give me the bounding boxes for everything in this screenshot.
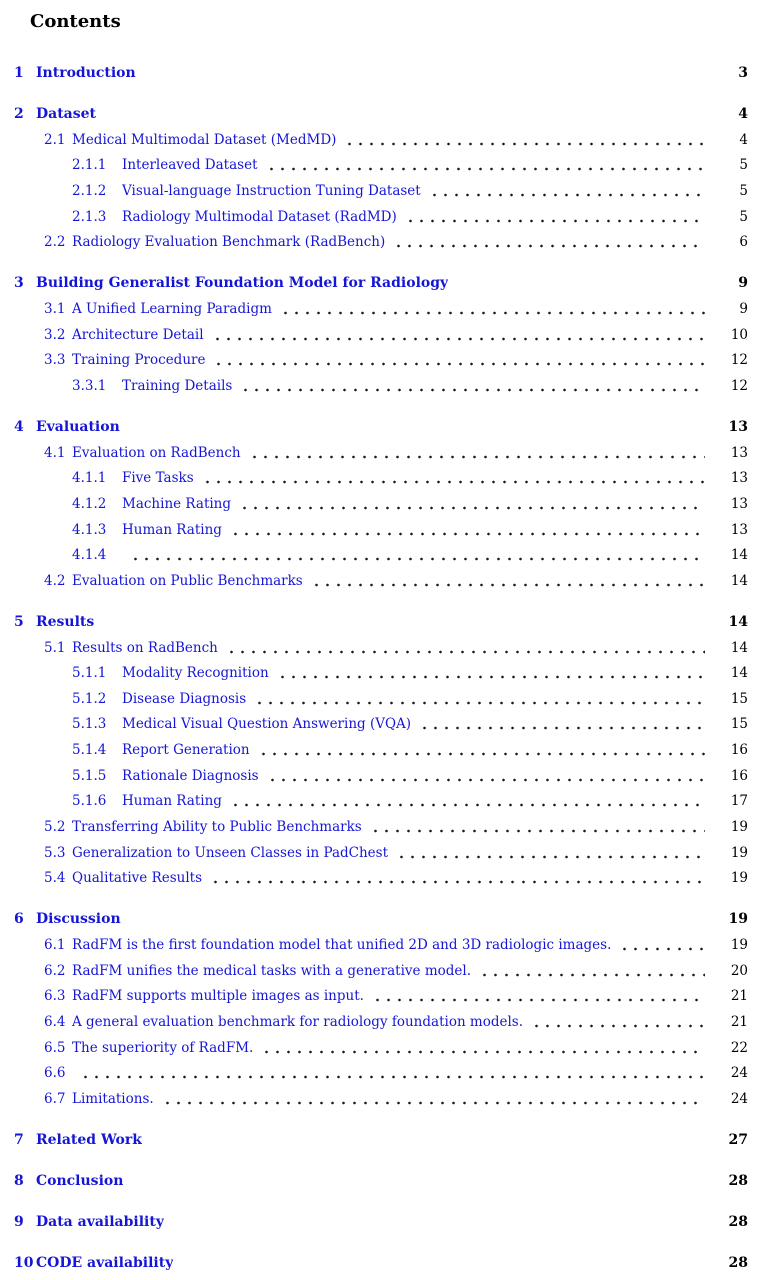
toc-entry (14, 1015, 748, 1030)
toc-entry-link[interactable] (44, 1015, 523, 1030)
toc-entry-page: 3 (738, 65, 748, 81)
dot-leader (102, 107, 705, 122)
toc-entry-title: Introduction (36, 66, 136, 81)
toc-entry-number: 3.1 (44, 300, 66, 317)
toc-entry-number: 9 (14, 1214, 24, 1230)
toc-entry-number: 5.4 (44, 870, 66, 887)
toc-entry-title: Results (36, 614, 95, 630)
toc-entry-number: 4 (14, 418, 24, 435)
toc-entry-number: 7 (14, 1132, 24, 1148)
toc-entry-number: 4.1.1 (72, 470, 107, 487)
toc-entry-title: CODE availability (36, 1256, 174, 1271)
toc-entry-number: 6.1 (44, 937, 66, 954)
toc-entry (14, 574, 748, 589)
toc-entry-page: 22 (730, 1039, 748, 1056)
toc-entry-number: 2.1.2 (72, 182, 107, 199)
dot-leader (228, 523, 705, 538)
dot-leader (259, 1041, 705, 1056)
toc-entry-link[interactable] (44, 1066, 72, 1081)
toc-entry-title: Radiology Multimodal Dataset (RadMD) (122, 209, 397, 225)
toc-entry (14, 235, 748, 250)
toc-entry-title: Dataset (36, 107, 97, 122)
toc-entry (14, 379, 748, 394)
toc-entry-title: Human Rating (122, 794, 222, 810)
dot-leader (265, 769, 705, 784)
toc-entry (14, 328, 748, 343)
toc-entry (14, 820, 748, 835)
toc-entry-page: 13 (730, 444, 748, 461)
toc-entry-number: 6.2 (44, 962, 66, 979)
toc-entry-link[interactable] (72, 743, 250, 758)
toc-entry-number: 4.1 (44, 444, 66, 461)
toc-entry-link[interactable] (44, 1041, 253, 1056)
toc-entry-number: 5.1.3 (72, 716, 107, 733)
toc-entry-title: Training Details (122, 378, 233, 394)
dot-leader (342, 133, 705, 148)
toc-entry-link[interactable] (14, 615, 94, 630)
toc-entry-title: Training Procedure (72, 353, 206, 369)
toc-entry-number: 5.1.2 (72, 690, 107, 707)
toc-entry (14, 964, 748, 979)
dot-leader (224, 641, 705, 656)
toc-entry-link[interactable] (14, 1174, 123, 1189)
toc-entry-title: Transferring Ability to Public Benchmarks (72, 820, 362, 836)
toc-entry-title: RadFM supports multiple images as input. (72, 989, 364, 1005)
toc-entry (14, 471, 748, 486)
toc-entry (14, 769, 748, 784)
toc-entry (14, 548, 748, 563)
toc-entry-page: 14 (730, 572, 748, 589)
dot-leader (127, 912, 705, 927)
toc-entry-title: Building Generalist Foundation Model for Radiology (36, 276, 449, 292)
toc-entry-link[interactable] (14, 1133, 142, 1148)
toc-entry-page: 14 (728, 613, 748, 630)
toc-entry-number: 5.1.5 (72, 767, 107, 784)
toc-entry-title: Human Rating (122, 522, 222, 538)
toc-entry-link[interactable] (72, 794, 222, 809)
toc-entry-page: 15 (730, 690, 748, 707)
dot-leader (100, 615, 705, 630)
toc-entry-page: 17 (730, 793, 748, 810)
toc-entry-title: A Unified Learning Paradigm (72, 301, 272, 317)
dot-leader (309, 574, 705, 589)
toc-entry (14, 692, 748, 707)
toc-entry (14, 1133, 748, 1148)
toc-entry (14, 158, 748, 173)
dot-leader (427, 184, 705, 199)
toc-entry (14, 1215, 748, 1230)
dot-leader (617, 938, 705, 953)
toc-entry-title: Modality Recognition (122, 666, 269, 682)
toc-entry-link[interactable] (44, 938, 611, 953)
toc-entry-page: 19 (730, 937, 748, 954)
toc-entry-link[interactable] (72, 692, 246, 707)
toc-entry (14, 615, 748, 630)
toc-entry (14, 743, 748, 758)
toc-entry-link[interactable] (44, 964, 471, 979)
toc-entry-link[interactable] (44, 574, 303, 589)
toc-entry-page: 24 (730, 1091, 748, 1107)
toc-entry-link[interactable] (72, 158, 258, 173)
toc-entry-link[interactable] (44, 133, 336, 148)
toc-entry-page: 13 (730, 521, 748, 538)
dot-leader (403, 210, 705, 225)
dot-leader (238, 379, 705, 394)
toc-entry-title: Conclusion (36, 1174, 124, 1189)
toc-entry-page: 14 (730, 665, 748, 682)
toc-entry-link[interactable] (44, 302, 272, 317)
dot-leader (368, 820, 705, 835)
toc-entry-link[interactable] (72, 523, 222, 538)
toc-entry-link[interactable] (72, 184, 421, 199)
toc-entry-number: 2.1.3 (72, 208, 107, 225)
toc-entry-title: Evaluation (36, 419, 120, 435)
toc-entry-page: 13 (730, 470, 748, 487)
dot-leader (275, 666, 705, 681)
dot-leader (391, 235, 705, 250)
toc-entry (14, 523, 748, 538)
toc-entry (14, 210, 748, 225)
toc-entry-title: Medical Visual Question Answering (VQA) (122, 717, 412, 733)
toc-entry (14, 1066, 748, 1081)
toc-entry-number: 4.1.4 (72, 547, 107, 564)
toc-entry-page: 4 (738, 106, 748, 122)
toc-entry-title: Architecture Detail (72, 327, 204, 343)
toc-entry-link[interactable] (72, 769, 259, 784)
toc-entry (14, 107, 748, 122)
toc-entry-page: 28 (728, 1214, 748, 1230)
toc-entry (14, 1041, 748, 1056)
toc-entry-page: 27 (728, 1132, 748, 1148)
toc-entry-number: 6.6 (44, 1065, 66, 1082)
dot-leader (394, 846, 705, 861)
toc-entry-link[interactable] (14, 1215, 164, 1230)
toc-entry (14, 1256, 748, 1271)
toc-entry-title: Machine Rating (122, 496, 232, 512)
toc-entry-number: 3 (14, 275, 24, 292)
toc-entry-page: 20 (730, 962, 748, 979)
toc-entry-title: Data availability (36, 1215, 164, 1230)
toc-entry-title: Evaluation on Public Benchmarks (72, 573, 303, 589)
dot-leader (417, 717, 705, 732)
toc-entry (14, 938, 748, 953)
toc-entry-page: 19 (730, 870, 748, 887)
toc-entry (14, 989, 748, 1004)
toc-entry-link[interactable] (72, 717, 411, 732)
toc-entry-title: RadFM unifies the medical tasks with a generative model. (72, 963, 471, 979)
toc-entry-title: Medical Multimodal Dataset (MedMD) (72, 132, 337, 148)
dot-leader (237, 497, 705, 512)
toc-entry-number: 4.2 (44, 572, 66, 589)
toc-entry-page: 19 (728, 911, 748, 928)
dot-leader (142, 66, 705, 81)
toc-entry (14, 846, 748, 861)
toc-entry-page: 13 (728, 418, 748, 435)
toc-entry-link[interactable] (44, 989, 364, 1004)
toc-entry-number: 5.3 (44, 844, 66, 861)
toc-entry-number: 6 (14, 911, 24, 928)
toc-entry-page: 19 (730, 819, 748, 836)
toc-entry-title: A general evaluation benchmark for radiology foundation models. (72, 1015, 524, 1031)
toc-entry (14, 276, 748, 291)
dot-leader (477, 964, 705, 979)
dot-leader (179, 1256, 705, 1271)
dot-leader (252, 692, 705, 707)
toc-entry-number: 5 (14, 613, 24, 630)
toc-entry-link[interactable] (14, 1256, 173, 1271)
toc-entry-title: Interleaved Dataset (122, 158, 258, 174)
toc-entry-number: 5.1.6 (72, 793, 107, 810)
toc-entry-page: 28 (728, 1173, 748, 1189)
dot-leader (247, 446, 705, 461)
toc-entry-page: 5 (739, 208, 748, 225)
toc-entry (14, 302, 748, 317)
toc-entry-link[interactable] (44, 328, 204, 343)
toc-entry-title: Results on RadBench (72, 640, 218, 656)
toc-entry-page: 16 (730, 742, 748, 759)
toc-entry (14, 794, 748, 809)
toc-entry-page: 19 (730, 844, 748, 861)
toc-entry-number: 6.4 (44, 1014, 66, 1031)
dot-leader (256, 743, 705, 758)
toc-entry (14, 133, 748, 148)
toc-entry-page: 13 (730, 495, 748, 512)
toc-entry-title: The superiority of RadFM. (72, 1040, 254, 1056)
toc-entry-link[interactable] (44, 846, 388, 861)
toc-entry-page: 12 (730, 377, 748, 394)
toc-entry-number: 3.3.1 (72, 377, 107, 394)
toc-entry-page: 28 (728, 1255, 748, 1271)
toc-entry-page: 10 (730, 326, 748, 343)
toc-entry-page: 9 (739, 300, 748, 317)
toc-entry-number: 10 (14, 1255, 34, 1271)
dot-leader (208, 871, 705, 886)
toc-entry-number: 2.1 (44, 131, 66, 148)
toc-entry-page: 14 (730, 547, 748, 564)
dot-leader (264, 158, 706, 173)
toc-entry-page: 21 (730, 1014, 748, 1031)
toc-entry-page: 12 (730, 352, 748, 369)
toc-entry (14, 497, 748, 512)
toc-entry-title: RadFM is the first foundation model that unified 2D and 3D radiologic images. (72, 938, 612, 954)
dot-leader (160, 1092, 705, 1107)
toc-entry-page: 4 (739, 131, 748, 148)
toc-entry-link[interactable] (72, 379, 232, 394)
toc-entry (14, 641, 748, 656)
dot-leader (126, 420, 705, 435)
toc-entry-number: 1 (14, 65, 24, 81)
toc-entry-title: Discussion (36, 912, 121, 928)
toc-entry-title: Related Work (36, 1133, 142, 1148)
toc-entry-number: 6.7 (44, 1091, 66, 1107)
toc-entry-link[interactable] (44, 641, 218, 656)
toc-entry-link[interactable] (14, 912, 121, 927)
toc-entry-link[interactable] (72, 666, 269, 681)
toc-entry-number: 2.1.1 (72, 157, 107, 174)
toc-entry (14, 420, 748, 435)
dot-leader (370, 989, 705, 1004)
dot-leader (200, 471, 705, 486)
toc-entry-number: 2 (14, 106, 24, 122)
toc-entry-title: Five Tasks (122, 471, 194, 487)
toc-entry-number: 6.3 (44, 988, 66, 1005)
toc-entry-page: 6 (739, 234, 748, 251)
toc-entry-page: 21 (730, 988, 748, 1005)
toc-entry-title: Generalization to Unseen Classes in PadChest (72, 845, 389, 861)
dot-leader (210, 328, 705, 343)
toc-entry-page: 16 (730, 767, 748, 784)
dot-leader (129, 1174, 705, 1189)
toc-entry-link[interactable] (14, 66, 136, 81)
toc-entry-link[interactable] (72, 548, 122, 563)
toc-entry-page: 9 (738, 275, 748, 292)
dot-leader (278, 302, 705, 317)
dot-leader (211, 353, 705, 368)
toc-entry-number: 5.1 (44, 639, 66, 656)
toc-entry (14, 912, 748, 927)
toc-entry-link[interactable] (44, 235, 385, 250)
toc-entry (14, 184, 748, 199)
toc-entry-link[interactable] (14, 107, 96, 122)
toc-entry-link[interactable] (44, 871, 202, 886)
toc-entry-page: 5 (739, 157, 748, 174)
dot-leader (529, 1015, 705, 1030)
toc-entry-title: Report Generation (122, 743, 250, 759)
contents-heading: Contents (30, 11, 121, 32)
dot-leader (128, 548, 705, 563)
toc-entry-title: Disease Diagnosis (122, 691, 247, 707)
toc-entry-number: 5.1.1 (72, 665, 107, 682)
toc-entry-link[interactable] (14, 276, 448, 291)
toc-entry-number: 4.1.3 (72, 521, 107, 538)
dot-leader (78, 1066, 705, 1081)
toc-entry (14, 66, 748, 81)
toc-entry-link[interactable] (44, 446, 241, 461)
toc-entry-number: 3.2 (44, 326, 66, 343)
toc-entry-page: 14 (730, 639, 748, 656)
toc-entry-link[interactable] (44, 353, 205, 368)
toc-entry-link[interactable] (44, 1092, 154, 1107)
toc-entry-link[interactable] (72, 210, 397, 225)
toc-entry-number: 5.2 (44, 819, 66, 836)
toc-entry-number: 2.2 (44, 234, 66, 251)
toc-entry (14, 1174, 748, 1189)
toc-entry-link[interactable] (72, 497, 231, 512)
toc-entry (14, 717, 748, 732)
toc-entry-number: 8 (14, 1173, 24, 1189)
toc-entry-link[interactable] (72, 471, 194, 486)
toc-entry-link[interactable] (44, 820, 362, 835)
dot-leader (454, 276, 705, 291)
toc-entry (14, 446, 748, 461)
toc-entry-link[interactable] (14, 420, 120, 435)
toc-entry (14, 666, 748, 681)
toc-entry-page: 5 (739, 182, 748, 199)
dot-leader (148, 1133, 705, 1148)
toc-entry-title: Visual-language Instruction Tuning Dataset (122, 183, 421, 199)
toc-entry (14, 353, 748, 368)
toc-entry-number: 6.5 (44, 1039, 66, 1056)
toc-entry-title: Evaluation on RadBench (72, 445, 241, 461)
toc-entry (14, 871, 748, 886)
toc-entry-number: 3.3 (44, 352, 66, 369)
toc-entry-title: Radiology Evaluation Benchmark (RadBench) (72, 235, 386, 251)
toc-entry-number: 4.1.2 (72, 495, 107, 512)
dot-leader (228, 794, 705, 809)
toc-entry-page: 15 (730, 716, 748, 733)
toc-entry-page: 24 (730, 1065, 748, 1082)
dot-leader (170, 1215, 705, 1230)
toc-entry (14, 1092, 748, 1107)
toc-entry-title: Rationale Diagnosis (122, 768, 259, 784)
toc-entry-title: Limitations. (72, 1092, 154, 1107)
toc-entry-title: Qualitative Results (72, 871, 203, 887)
toc-entry-number: 5.1.4 (72, 742, 107, 759)
toc-list (14, 66, 748, 1271)
